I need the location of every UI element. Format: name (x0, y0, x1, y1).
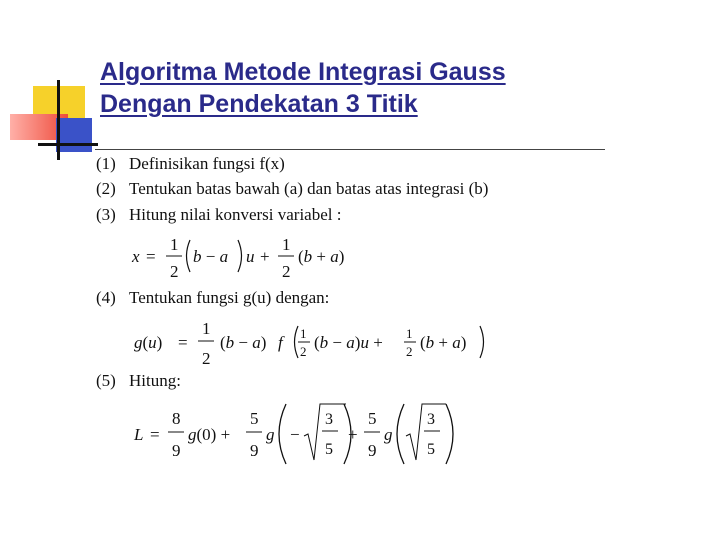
formula-x-conversion (130, 228, 370, 284)
step-2: (2) Tentukan batas bawah (a) dan batas atas integrasi (b) (96, 179, 489, 198)
svg-text:+: + (348, 425, 358, 444)
svg-text:5: 5 (250, 409, 259, 428)
svg-text:9: 9 (368, 441, 377, 460)
svg-text:f: f (278, 333, 283, 352)
svg-text:5: 5 (325, 441, 333, 458)
svg-text:9: 9 (250, 441, 259, 460)
svg-text:3: 3 (427, 411, 435, 428)
svg-text:5: 5 (368, 409, 377, 428)
title-line-2: Dengan Pendekatan 3 Titik (100, 90, 418, 118)
svg-text:1: 1 (282, 235, 291, 254)
title-line-1: Algoritma Metode Integrasi Gauss (100, 58, 506, 86)
svg-text:b − a: b − a (193, 247, 229, 266)
svg-text:8: 8 (172, 409, 181, 428)
svg-text:9: 9 (172, 441, 181, 460)
svg-text:5: 5 (427, 441, 435, 458)
svg-text:1: 1 (202, 319, 211, 338)
svg-text:1: 1 (170, 235, 179, 254)
svg-text:(b + a): (b + a) (420, 333, 467, 352)
page-title (100, 56, 506, 120)
svg-text:=: = (146, 247, 156, 266)
svg-text:(b + a): (b + a) (298, 247, 345, 266)
svg-text:x: x (132, 247, 140, 266)
svg-text:1: 1 (406, 326, 413, 341)
formula-g-function (132, 312, 492, 372)
svg-text:2: 2 (406, 344, 413, 359)
svg-text:1: 1 (300, 326, 307, 341)
svg-text:(b − a)u +: (b − a)u + (314, 333, 383, 352)
formula-L-sum (132, 398, 462, 470)
step-1: (1) Definisikan fungsi f(x) (96, 154, 285, 173)
step-3: (3) Hitung nilai konversi variabel : (96, 205, 342, 224)
step-4: (4) Tentukan fungsi g(u) dengan: (96, 288, 330, 307)
svg-text:2: 2 (202, 349, 211, 368)
svg-text:−: − (290, 425, 300, 444)
svg-text:(b − a): (b − a) (220, 333, 267, 352)
svg-text:g(u): g(u) (134, 333, 163, 352)
svg-text:2: 2 (300, 344, 307, 359)
svg-text:g: g (384, 425, 393, 444)
svg-text:=: = (150, 425, 160, 444)
svg-text:L: L (134, 425, 144, 444)
svg-text:g: g (266, 425, 275, 444)
svg-text:3: 3 (325, 411, 333, 428)
step-5: (5) Hitung: (96, 371, 181, 390)
title-divider (95, 149, 605, 150)
svg-text:u: u (246, 247, 255, 266)
svg-text:=: = (178, 333, 188, 352)
template-squares-icon (0, 0, 100, 170)
svg-text:2: 2 (170, 262, 179, 281)
svg-text:+: + (260, 247, 270, 266)
svg-text:g(0) +: g(0) + (188, 425, 231, 444)
svg-text:2: 2 (282, 262, 291, 281)
